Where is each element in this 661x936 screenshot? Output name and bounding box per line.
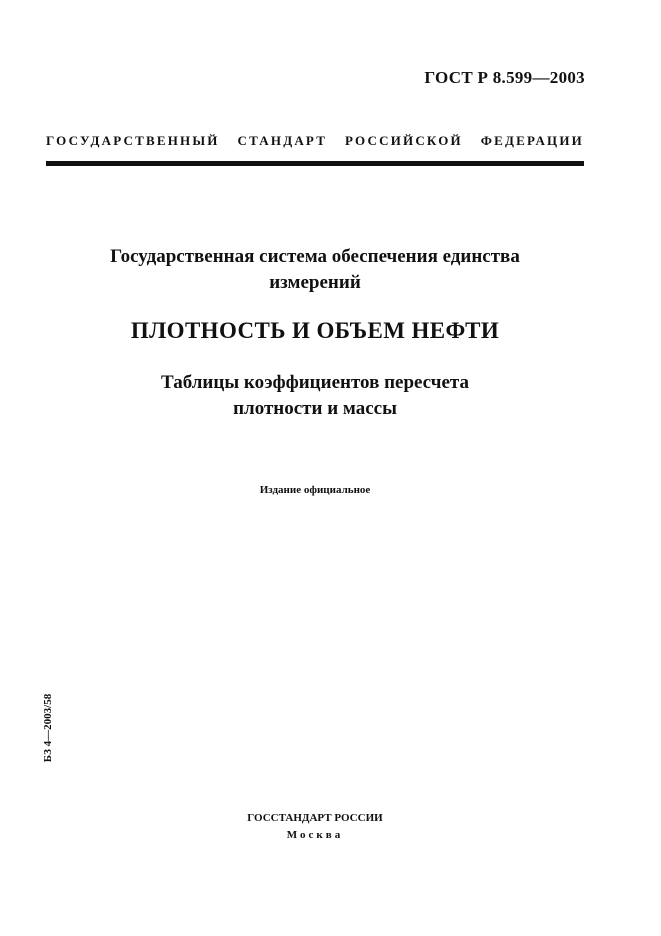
- system-title-line-2: измерений: [269, 272, 361, 293]
- sub-title: [46, 370, 584, 422]
- sub-title-line-1: Таблицы коэффициентов пересчета: [161, 372, 469, 393]
- city: Москва: [286, 829, 344, 841]
- publisher: ГОССТАНДАРТ РОССИИ: [247, 812, 383, 824]
- gost-number: ГОСТ Р 8.599—2003: [424, 68, 585, 87]
- header-divider: [46, 161, 584, 166]
- system-title-line-1: Государственная система обеспечения единства: [110, 246, 520, 267]
- sub-title-line-2: плотности и массы: [233, 398, 397, 419]
- system-title: [46, 244, 584, 296]
- side-code: БЗ 4—2003/58: [42, 693, 54, 763]
- edition-label: Издание официальное: [259, 484, 371, 496]
- main-title: ПЛОТНОСТЬ И ОБЪЕМ НЕФТИ: [130, 318, 500, 343]
- standard-line: ГОСУДАРСТВЕННЫЙ СТАНДАРТ РОССИЙСКОЙ ФЕДЕРАЦИИ: [46, 133, 584, 148]
